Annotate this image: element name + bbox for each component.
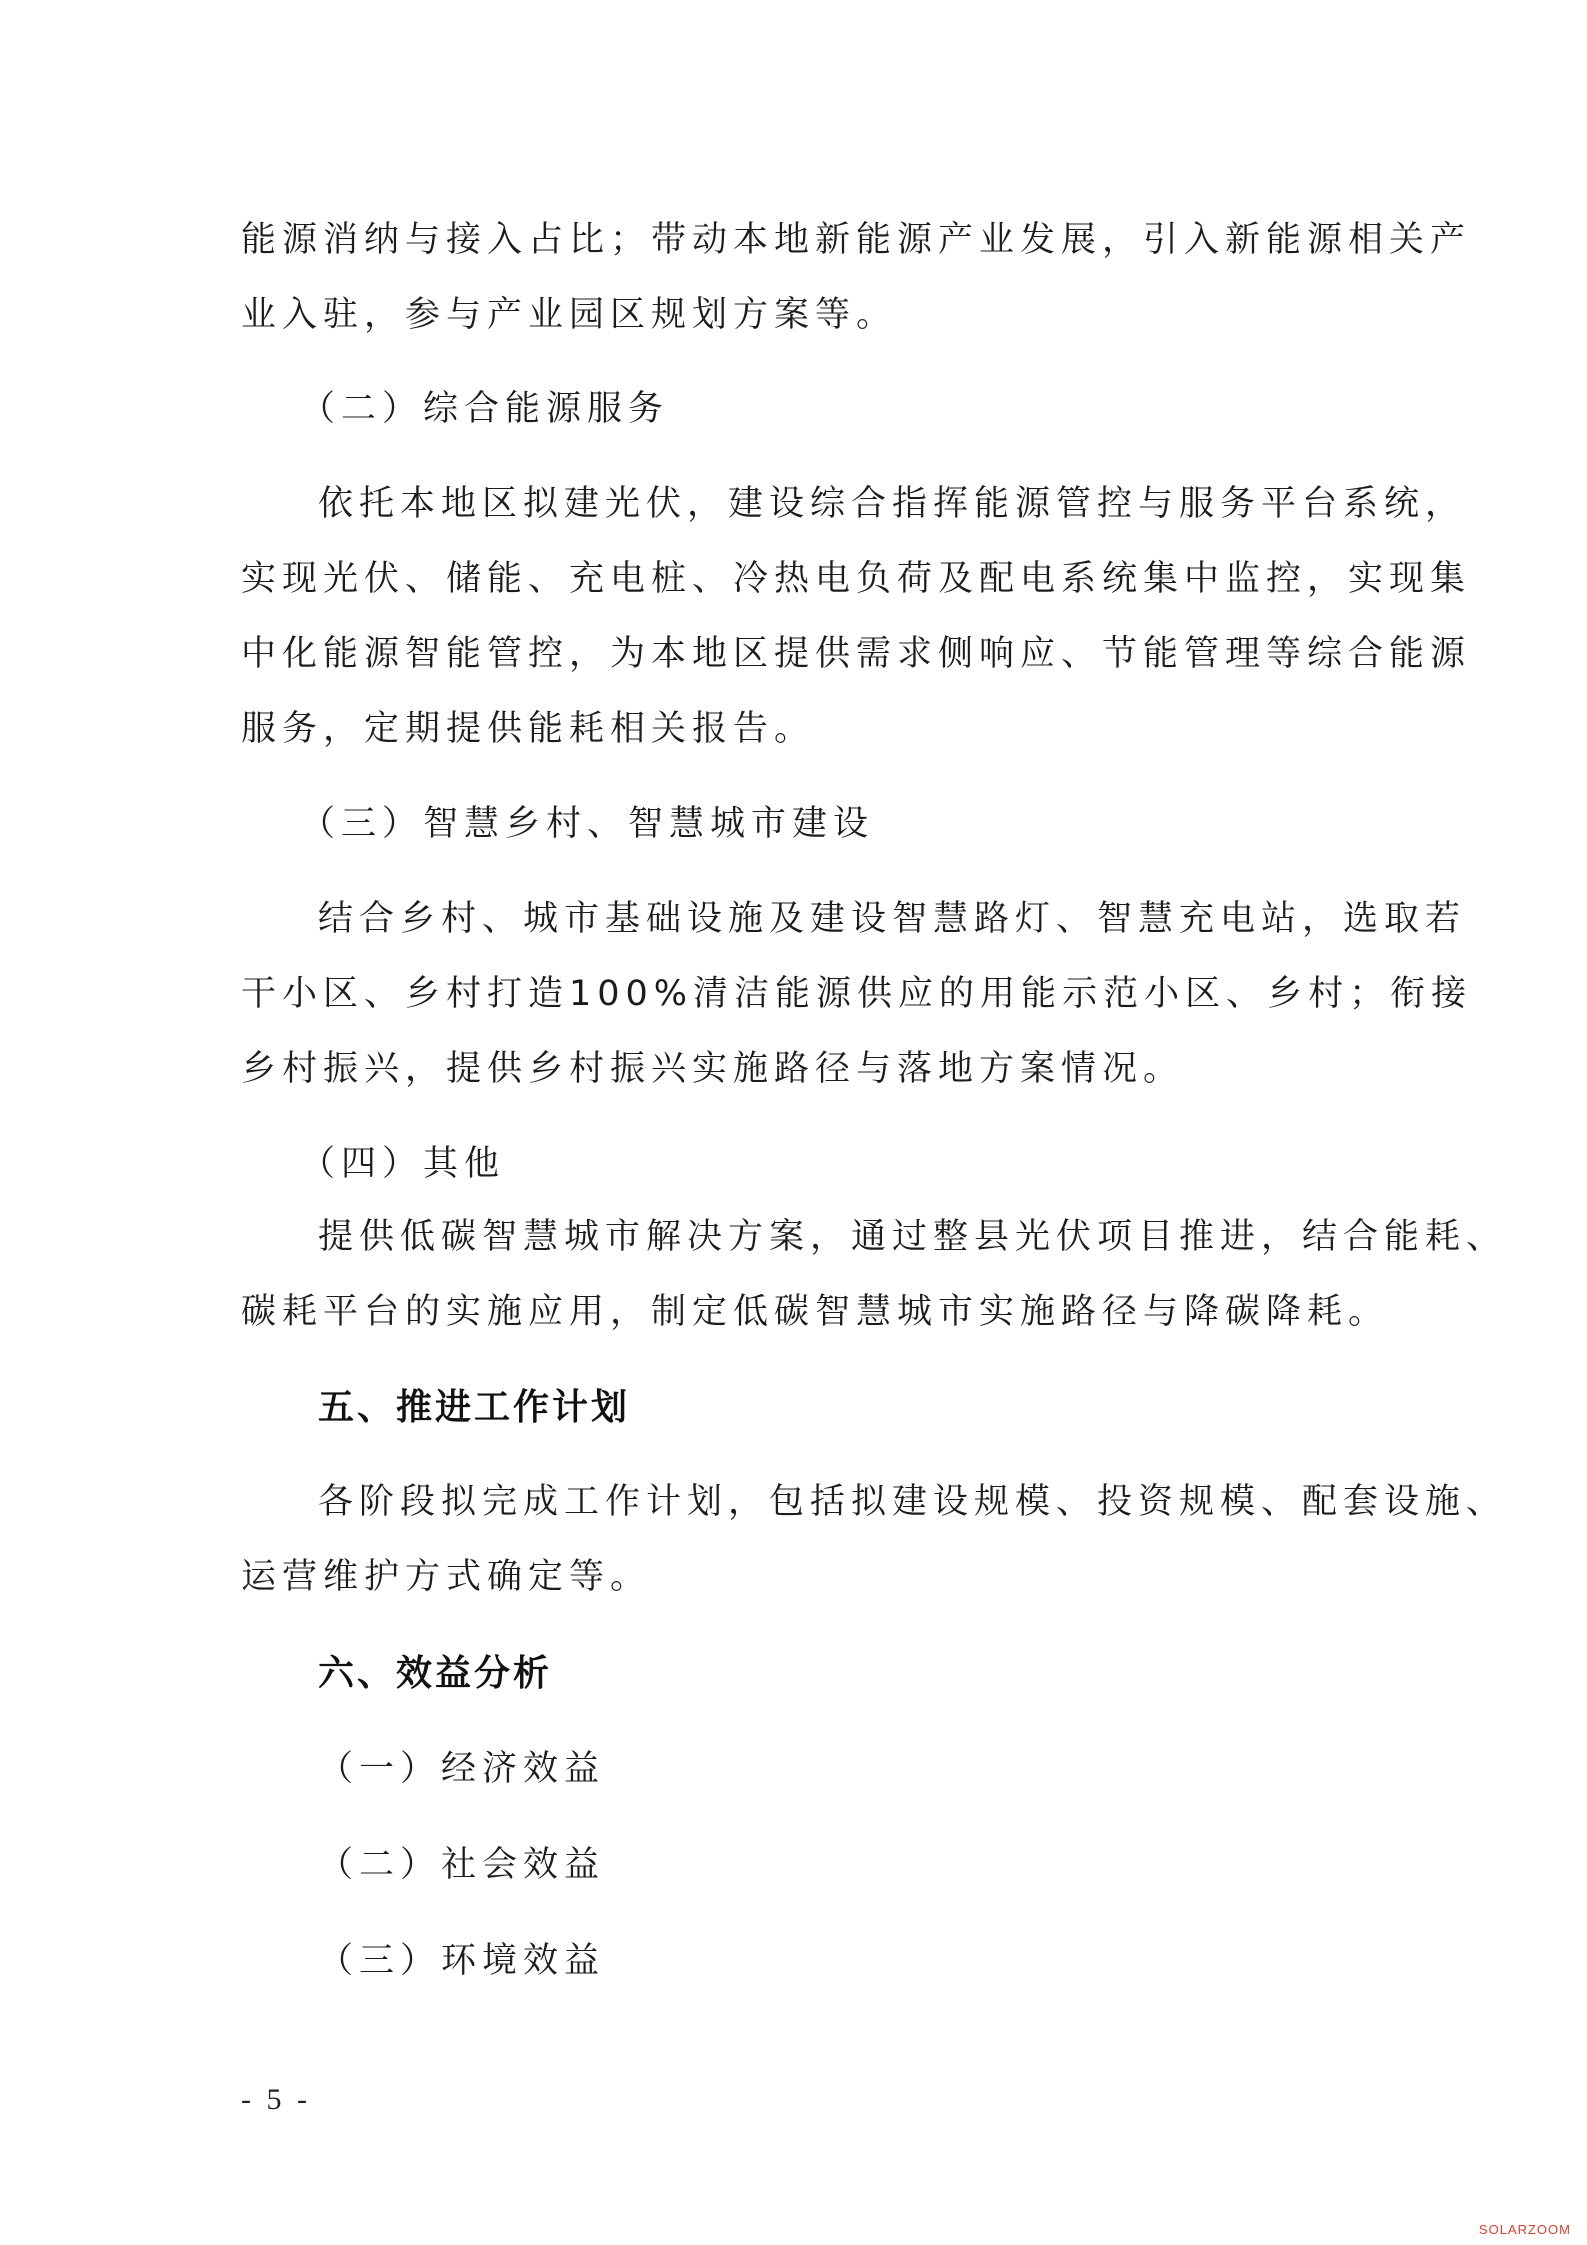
paragraph-line: 干小区、乡村打造100%清洁能源供应的用能示范小区、乡村；衔接 <box>241 974 1473 1014</box>
watermark-logo: SOLARZOOM <box>1478 2222 1571 2237</box>
subsection-heading: （一）经济效益 <box>318 1749 606 1789</box>
paragraph-line: 乡村振兴，提供乡村振兴实施路径与落地方案情况。 <box>241 1049 1185 1089</box>
paragraph-line: 碳耗平台的实施应用，制定低碳智慧城市实施路径与降碳降耗。 <box>241 1292 1390 1332</box>
section-heading: 六、效益分析 <box>318 1653 553 1694</box>
subsection-heading: （三）智慧乡村、智慧城市建设 <box>300 804 875 844</box>
paragraph-line: 能源消纳与接入占比；带动本地新能源产业发展，引入新能源相关产 <box>241 220 1472 260</box>
subsection-heading: （四）其他 <box>300 1144 506 1184</box>
subsection-heading: （二）综合能源服务 <box>300 389 670 429</box>
paragraph-line: 依托本地区拟建光伏，建设综合指挥能源管控与服务平台系统， <box>318 484 1467 524</box>
paragraph-line: 提供低碳智慧城市解决方案，通过整县光伏项目推进，结合能耗、 <box>318 1217 1508 1257</box>
page-number: - 5 - <box>241 2083 311 2116</box>
paragraph-line: 服务，定期提供能耗相关报告。 <box>241 709 816 749</box>
subsection-heading: （二）社会效益 <box>318 1845 606 1885</box>
subsection-heading: （三）环境效益 <box>318 1941 606 1981</box>
paragraph-line: 运营维护方式确定等。 <box>241 1557 652 1597</box>
paragraph-line: 中化能源智能管控，为本地区提供需求侧响应、节能管理等综合能源 <box>241 634 1472 674</box>
section-heading: 五、推进工作计划 <box>318 1387 631 1428</box>
paragraph-line: 结合乡村、城市基础设施及建设智慧路灯、智慧充电站，选取若 <box>318 899 1467 939</box>
paragraph-line: 实现光伏、储能、充电桩、冷热电负荷及配电系统集中监控，实现集 <box>241 559 1472 599</box>
paragraph-line: 各阶段拟完成工作计划，包括拟建设规模、投资规模、配套设施、 <box>318 1482 1508 1522</box>
paragraph-line: 业入驻，参与产业园区规划方案等。 <box>241 295 898 335</box>
